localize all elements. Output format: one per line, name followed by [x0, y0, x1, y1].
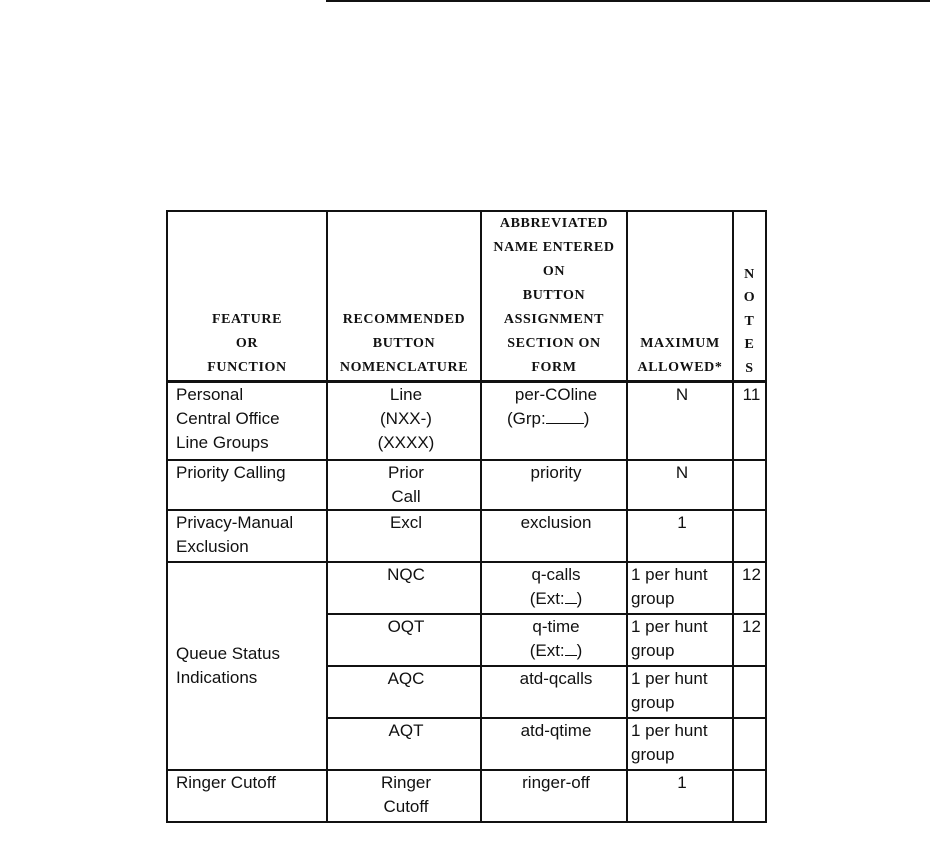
feature-cell: Personal Central Office Line Groups [167, 382, 327, 460]
header-abbreviated-name: ABBREVIATED NAME ENTERED ON BUTTON ASSIGNMENT SECTION ON FORM [481, 211, 627, 382]
abbreviated-cell: atd-qtime [481, 718, 627, 770]
abbreviated-cell: q-calls (Ext: ) [481, 562, 627, 614]
table-row [167, 510, 766, 562]
blank-underline [546, 423, 584, 424]
nomenclature-cell: Ringer Cutoff [327, 770, 481, 822]
abbreviated-cell: priority [481, 460, 627, 510]
notes-cell: 12 [733, 614, 766, 666]
group-field: (Grp: ) [507, 409, 590, 428]
maximum-cell: N [627, 382, 733, 460]
abbreviated-cell: ringer-off [481, 770, 627, 822]
extension-field: (Ext: ) [529, 588, 583, 608]
blank-underline [565, 603, 577, 604]
feature-cell: Ringer Cutoff [167, 770, 327, 822]
header-maximum-allowed: MAXIMUM ALLOWED* [627, 211, 733, 382]
header-nomenclature: RECOMMENDED BUTTON NOMENCLATURE [327, 211, 481, 382]
notes-cell [733, 718, 766, 770]
maximum-cell: 1 per hunt group [627, 562, 733, 614]
table-header-row [167, 211, 766, 382]
abbreviated-cell: atd-qcalls [481, 666, 627, 718]
feature-cell: Priority Calling [167, 460, 327, 510]
header-notes: N O T E S [733, 211, 766, 382]
table-row [167, 460, 766, 510]
nomenclature-cell: OQT [327, 614, 481, 666]
notes-cell: 12 [733, 562, 766, 614]
top-rule [326, 0, 930, 2]
maximum-cell: 1 [627, 770, 733, 822]
notes-cell [733, 510, 766, 562]
nomenclature-cell: NQC [327, 562, 481, 614]
button-assignment-table [166, 210, 767, 823]
maximum-cell: 1 [627, 510, 733, 562]
nomenclature-cell: Prior Call [327, 460, 481, 510]
feature-cell: Queue Status Indications [167, 562, 327, 770]
feature-cell: Privacy-Manual Exclusion [167, 510, 327, 562]
table-row [167, 770, 766, 822]
abbreviated-cell: per-COline (Grp: ) [481, 382, 627, 460]
notes-cell [733, 770, 766, 822]
maximum-cell: 1 per hunt group [627, 666, 733, 718]
abbreviated-cell: exclusion [481, 510, 627, 562]
notes-cell [733, 666, 766, 718]
header-feature: FEATURE OR FUNCTION [167, 211, 327, 382]
blank-underline [565, 655, 577, 656]
maximum-cell: N [627, 460, 733, 510]
nomenclature-cell: Excl [327, 510, 481, 562]
maximum-cell: 1 per hunt group [627, 614, 733, 666]
nomenclature-cell: Line (NXX-) (XXXX) [327, 382, 481, 460]
nomenclature-cell: AQC [327, 666, 481, 718]
table-row [167, 382, 766, 460]
extension-field: (Ext: ) [529, 640, 583, 660]
maximum-cell: 1 per hunt group [627, 718, 733, 770]
table-row [167, 562, 766, 614]
nomenclature-cell: AQT [327, 718, 481, 770]
notes-cell [733, 460, 766, 510]
abbreviated-cell: q-time (Ext: ) [481, 614, 627, 666]
notes-cell: 11 [733, 382, 766, 460]
